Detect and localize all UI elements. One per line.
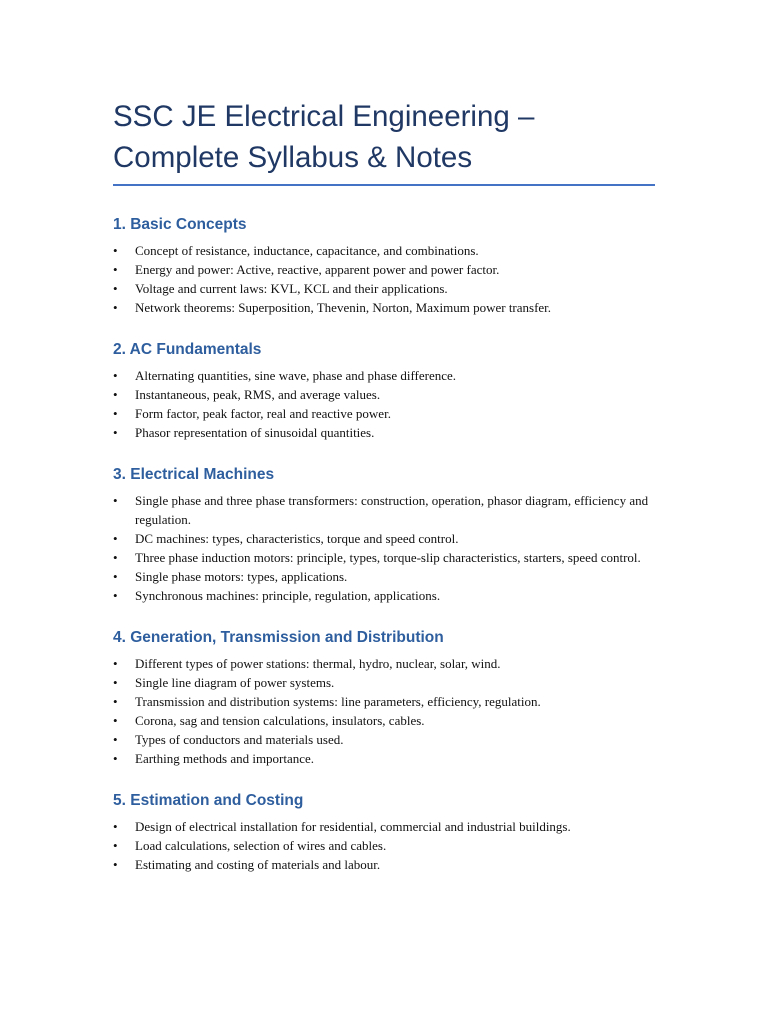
bullet-icon: • (113, 493, 118, 508)
list-item (113, 654, 655, 673)
list-item-text: Types of conductors and materials used. (135, 732, 344, 747)
list-item-text: Single line diagram of power systems. (135, 675, 335, 690)
list-item (113, 529, 655, 548)
list-item (113, 692, 655, 711)
list-item (113, 749, 655, 768)
bullet-list (113, 491, 655, 605)
page-title-line-2: Complete Syllabus & Notes (113, 141, 473, 174)
bullet-icon: • (113, 675, 118, 690)
bullet-icon: • (113, 406, 118, 421)
list-item-text: Network theorems: Superposition, Thevenin, Norton, Maximum power transfer. (135, 300, 552, 315)
bullet-icon: • (113, 838, 118, 853)
list-item (113, 404, 655, 423)
list-item (113, 586, 655, 605)
bullet-icon: • (113, 857, 118, 872)
bullet-list (113, 817, 655, 874)
section-heading: 3. Electrical Machines (113, 466, 275, 483)
list-item (113, 491, 655, 529)
list-item (113, 298, 655, 317)
list-item (113, 260, 655, 279)
bullet-icon: • (113, 694, 118, 709)
list-item-text: Instantaneous, peak, RMS, and average values. (135, 387, 381, 402)
list-item-text: Different types of power stations: thermal, hydro, nuclear, solar, wind. (135, 656, 501, 671)
bullet-icon: • (113, 819, 118, 834)
bullet-icon: • (113, 713, 118, 728)
list-item-text: Corona, sag and tension calculations, insulators, cables. (135, 713, 425, 728)
list-item-text: Transmission and distribution systems: line parameters, efficiency, regulation. (135, 694, 541, 709)
list-item-text: Three phase induction motors: principle, types, torque-slip characteristics, starters, speed control. (135, 550, 641, 565)
bullet-icon: • (113, 387, 118, 402)
list-item (113, 567, 655, 586)
list-item (113, 241, 655, 260)
list-item-text: Voltage and current laws: KVL, KCL and their applications. (135, 281, 448, 296)
list-item (113, 711, 655, 730)
list-item (113, 836, 655, 855)
section (113, 465, 655, 605)
list-item (113, 423, 655, 442)
bullet-list (113, 366, 655, 442)
list-item (113, 855, 655, 874)
sections-container (113, 215, 655, 874)
bullet-list (113, 654, 655, 768)
bullet-icon: • (113, 262, 118, 277)
list-item-text: Concept of resistance, inductance, capacitance, and combinations. (135, 243, 479, 258)
bullet-icon: • (113, 656, 118, 671)
document-page (113, 96, 655, 897)
list-item (113, 730, 655, 749)
list-item (113, 673, 655, 692)
bullet-icon: • (113, 588, 118, 603)
section (113, 791, 655, 874)
list-item-text: DC machines: types, characteristics, torque and speed control. (135, 531, 459, 546)
bullet-icon: • (113, 751, 118, 766)
list-item-text: Alternating quantities, sine wave, phase and phase difference. (135, 368, 457, 383)
list-item-text: Estimating and costing of materials and labour. (135, 857, 381, 872)
bullet-icon: • (113, 732, 118, 747)
bullet-icon: • (113, 243, 118, 258)
list-item (113, 548, 655, 567)
list-item-text: Single phase motors: types, applications. (135, 569, 348, 584)
list-item-text: Energy and power: Active, reactive, apparent power and power factor. (135, 262, 500, 277)
bullet-icon: • (113, 281, 118, 296)
bullet-icon: • (113, 300, 118, 315)
title-underline (113, 184, 655, 186)
list-item-text: Synchronous machines: principle, regulation, applications. (135, 588, 441, 603)
section-heading: 1. Basic Concepts (113, 216, 247, 233)
page-title-line-1: SSC JE Electrical Engineering – (113, 100, 535, 133)
list-item-text: Form factor, peak factor, real and reactive power. (135, 406, 391, 421)
bullet-icon: • (113, 550, 118, 565)
bullet-list (113, 241, 655, 317)
section (113, 628, 655, 768)
list-item (113, 366, 655, 385)
section (113, 340, 655, 442)
list-item-text: Load calculations, selection of wires and cables. (135, 838, 387, 853)
section (113, 215, 655, 317)
list-item-text: Earthing methods and importance. (135, 751, 315, 766)
list-item (113, 817, 655, 836)
page-title (113, 96, 655, 184)
bullet-icon: • (113, 368, 118, 383)
section-heading: 4. Generation, Transmission and Distribution (113, 629, 444, 646)
list-item (113, 385, 655, 404)
bullet-icon: • (113, 569, 118, 584)
list-item-text: Single phase and three phase transformers: construction, operation, phasor diagram, efficiency and regulation. (135, 493, 649, 527)
bullet-icon: • (113, 531, 118, 546)
bullet-icon: • (113, 425, 118, 440)
section-heading: 5. Estimation and Costing (113, 792, 304, 809)
list-item-text: Phasor representation of sinusoidal quantities. (135, 425, 375, 440)
list-item-text: Design of electrical installation for residential, commercial and industrial buildings. (135, 819, 571, 834)
list-item (113, 279, 655, 298)
section-heading: 2. AC Fundamentals (113, 341, 262, 358)
